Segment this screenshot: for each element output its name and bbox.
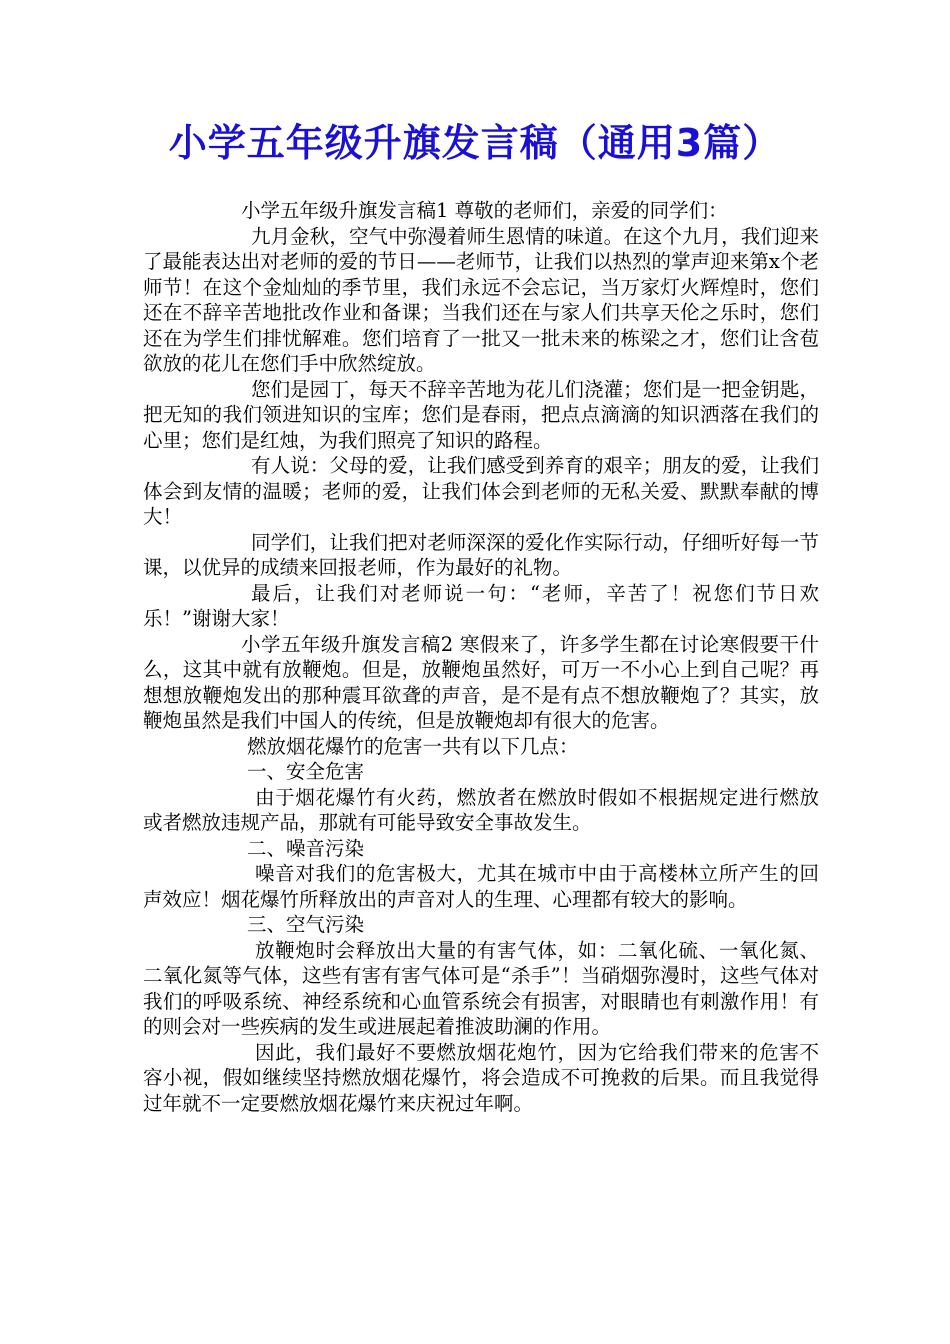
paragraph: 因此，我们最好不要燃放烟花炮竹，因为它给我们带来的危害不容小视，假如继续坚持燃放烟花爆竹，将会造成不可挽救的后果。而且我觉得过年就不一定要燃放烟花爆竹来庆祝过年啊。 bbox=[143, 1040, 819, 1115]
document-body bbox=[143, 198, 819, 1116]
paragraph: 有人说：父母的爱，让我们感受到养育的艰辛；朋友的爱，让我们体会到友情的温暖；老师的爱，让我们体会到老师的无私关爱、默默奉献的博大！ bbox=[143, 454, 819, 528]
section-heading: 二、噪音污染 bbox=[247, 836, 365, 860]
section-heading: 三、空气污染 bbox=[247, 913, 365, 936]
section-heading: 一、安全危害 bbox=[247, 760, 365, 783]
paragraph: 同学们，让我们把对老师深深的爱化作实际行动，仔细听好每一节课，以优异的成绩来回报老师，作为最好的礼物。 bbox=[143, 530, 819, 579]
paragraph-heading-2: 小学五年级升旗发言稿2 寒假来了，许多学生都在讨论寒假要干什么，这其中就有放鞭炮。但是，放鞭炮虽然好，可万一不小心上到自己呢？再想想放鞭炮发出的那种震耳欲聋的声音，是不是有点不想放鞭炮了？其实，放鞭炮虽然是我们中国人的传统，但是放鞭炮却有很大的危害。 bbox=[143, 632, 819, 732]
paragraph: 最后，让我们对老师说一句：“老师，辛苦了！祝您们节日欢乐！”谢谢大家！ bbox=[143, 581, 819, 630]
paragraph: 九月金秋，空气中弥漫着师生恩情的味道。在这个九月，我们迎来了最能表达出对老师的爱的节日——老师节，让我们以热烈的掌声迎来第x个老师节！在这个金灿灿的季节里，我们永远不会忘记，当万家灯火辉煌时，您们还在不辞辛苦地批改作业和备课；当我们还在与家人们共享天伦之乐时，您们还在为学生们排忧解难。您们培育了一批又一批未来的栋梁之才，您们让含苞欲放的花儿在您们手中欣然绽放。 bbox=[143, 224, 819, 375]
paragraph-heading-1: 小学五年级升旗发言稿1 尊敬的老师们，亲爱的同学们： bbox=[241, 199, 728, 222]
paragraph: 噪音对我们的危害极大，尤其在城市中由于高楼林立所产生的回声效应！烟花爆竹所释放出的声音对人的生理、心理都有较大的影响。 bbox=[143, 862, 819, 911]
paragraph: 燃放烟花爆竹的危害一共有以下几点： bbox=[247, 734, 579, 758]
paragraph: 由于烟花爆竹有火药，燃放者在燃放时假如不根据规定进行燃放或者燃放违规产品，那就有可能导致安全事故发生。 bbox=[143, 785, 819, 834]
document-title: 小学五年级升旗发言稿（通用3篇） bbox=[168, 121, 782, 165]
paragraph: 放鞭炮时会释放出大量的有害气体，如：二氧化硫、一氧化氮、二氧化氮等气体，这些有害有害气体可是“杀手”！当硝烟弥漫时，这些气体对我们的呼吸系统、神经系统和心血管系统会有损害，对眼睛也有刺激作用！有的则会对一些疾病的发生或进展起着推波助澜的作用。 bbox=[143, 938, 819, 1038]
paragraph: 您们是园丁，每天不辞辛苦地为花儿们浇灌；您们是一把金钥匙，把无知的我们领进知识的宝库；您们是春雨，把点点滴滴的知识洒落在我们的心里；您们是红烛，为我们照亮了知识的路程。 bbox=[143, 377, 819, 452]
